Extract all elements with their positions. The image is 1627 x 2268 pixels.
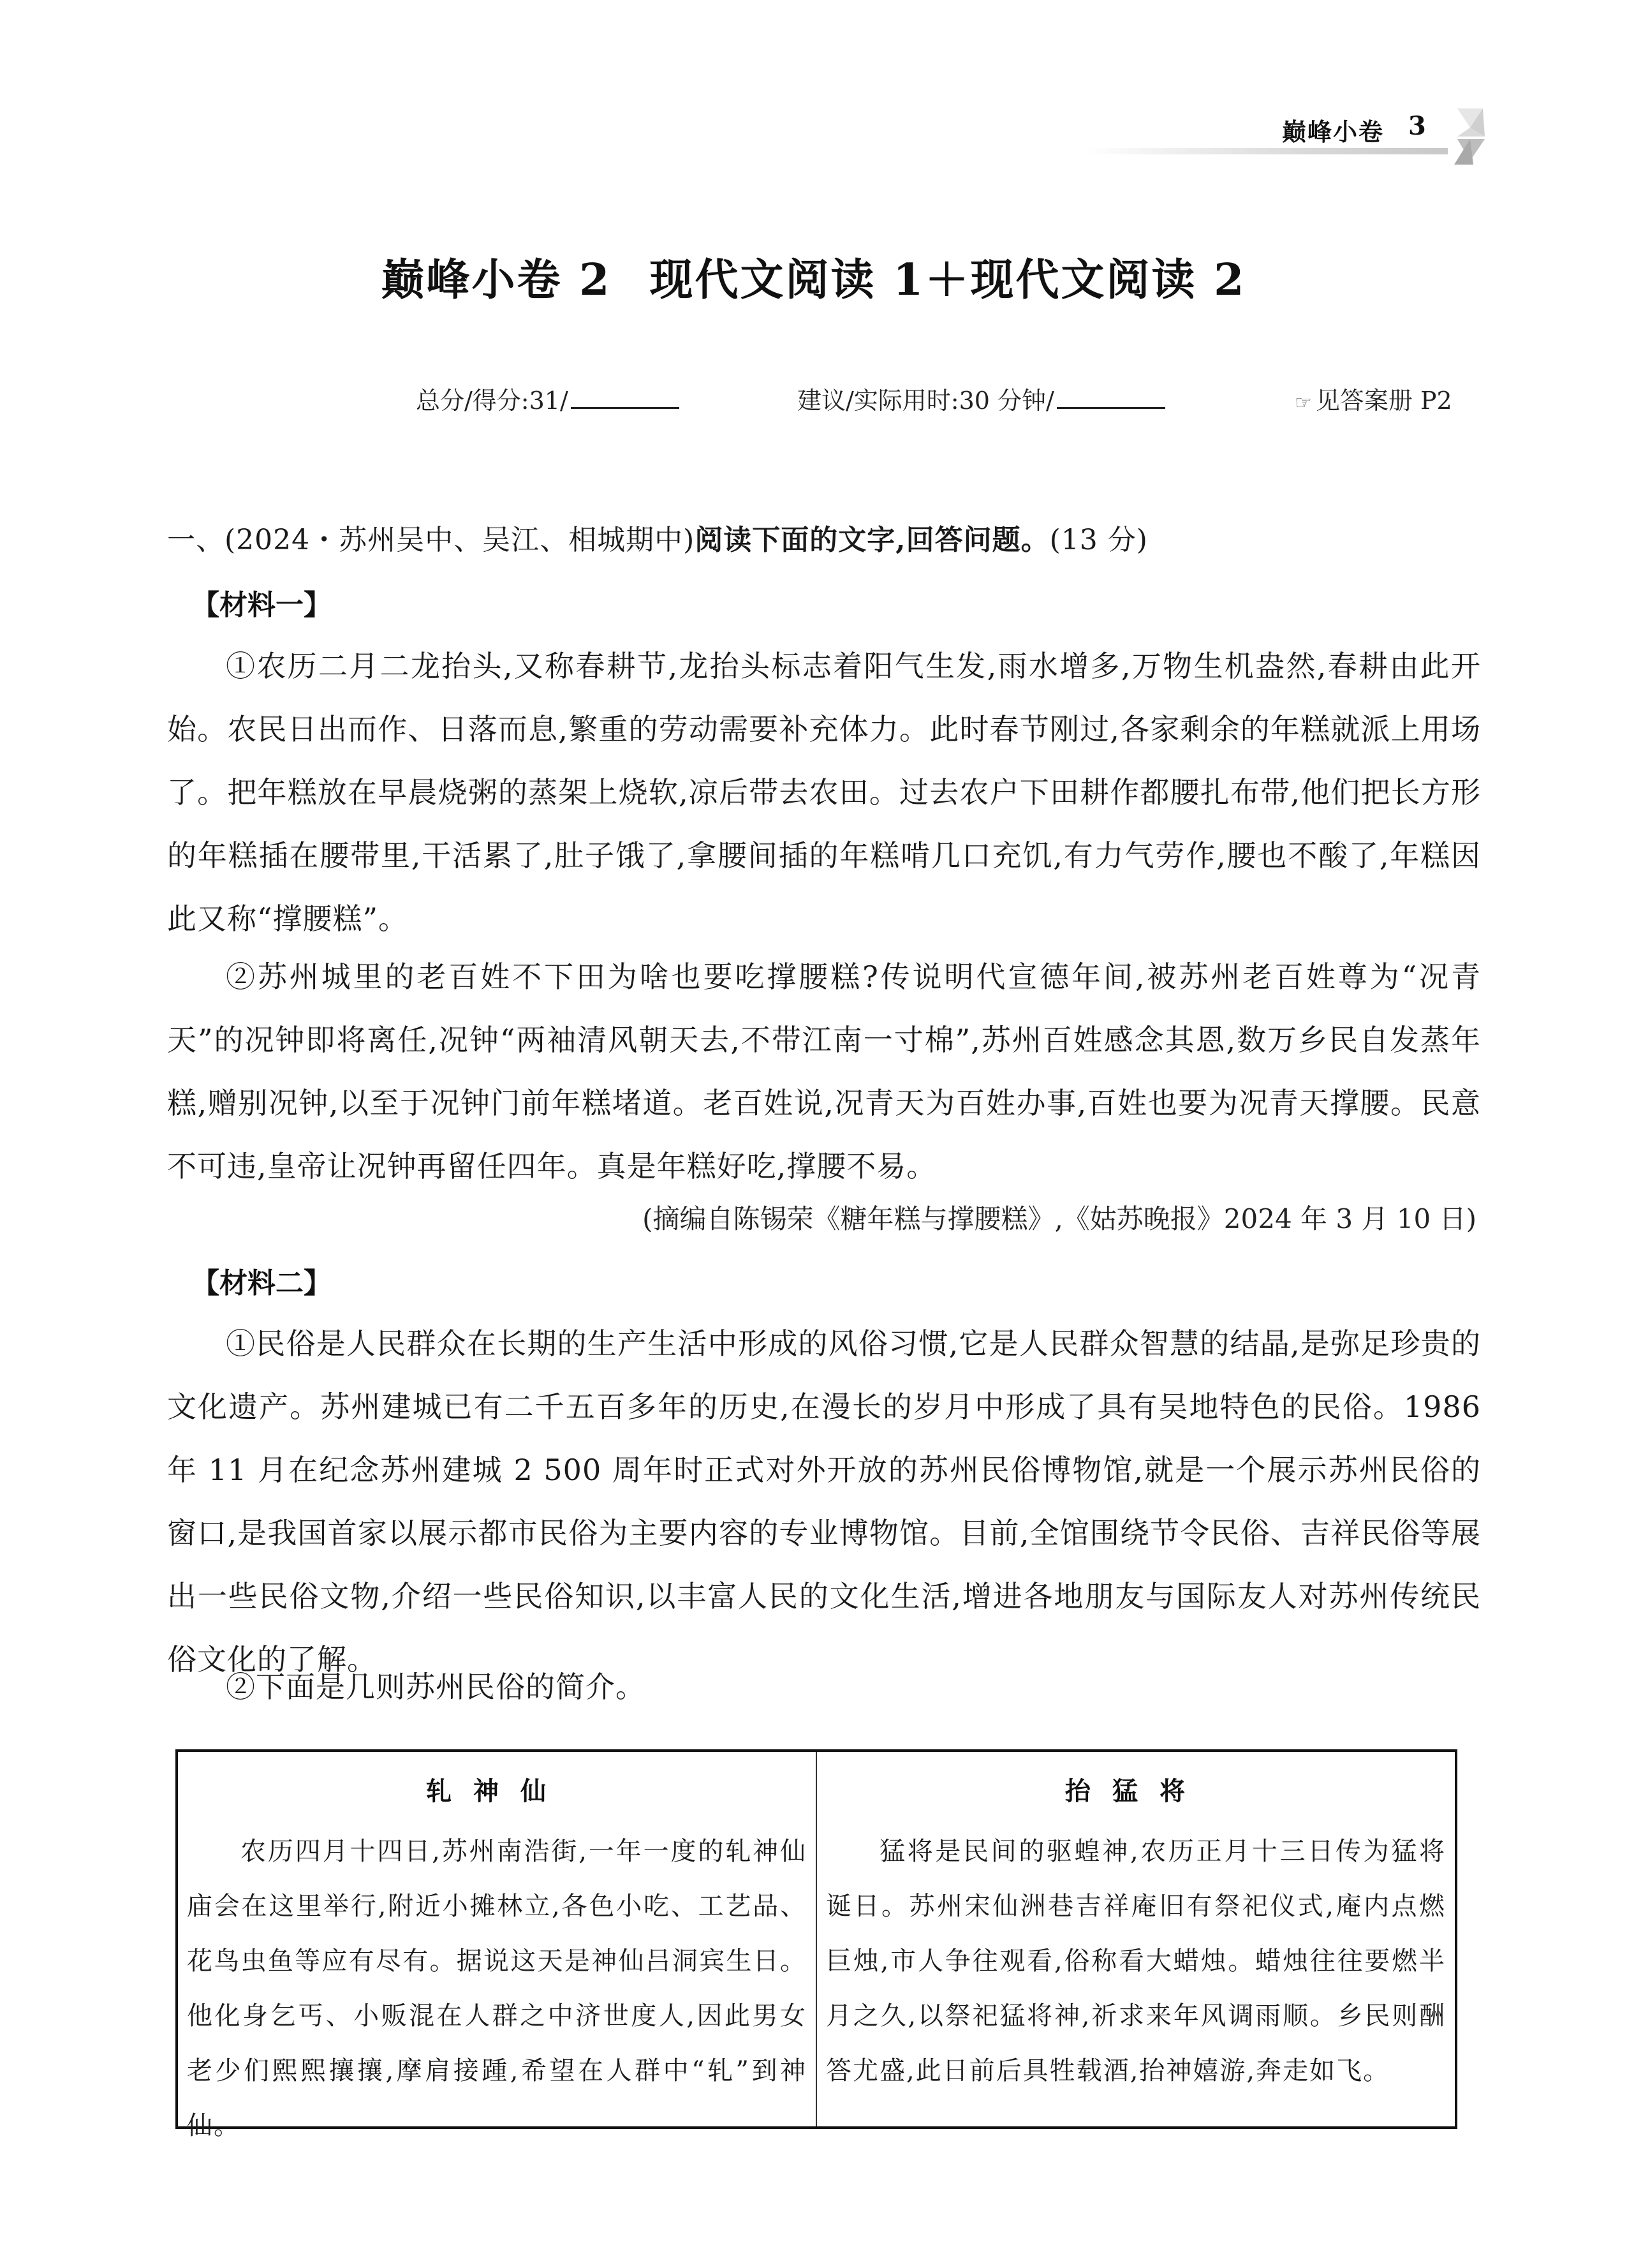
folk-custom-cell [816, 1752, 1455, 2126]
material-1-heading: 【材料一】 [191, 589, 332, 621]
score-blank[interactable] [571, 384, 679, 409]
answer-reference [1295, 381, 1452, 416]
page-title [0, 246, 1627, 308]
answer-reference-text: 见答案册 P2 [1315, 387, 1452, 415]
header-rule [1084, 148, 1448, 154]
material-1-paragraph-1: ①农历二月二龙抬头,又称春耕节,龙抬头标志着阳气生发,雨水增多,万物生机盎然,春耕由此开始。农民日出而作、日落而息,繁重的劳动需要补充体力。此时春节刚过,各家剩余的年糕就派上用场了。把年糕放在早晨烧粥的蒸架上烧软,凉后带去农田。过去农户下田耕作都腰扎布带,他们把长方形的年糕插在腰带里,干活累了,肚子饿了,拿腰间插的年糕啃几口充饥,有力气劳作,腰也不酸了,年糕因此又称“撑腰糕”。 [167, 649, 1481, 936]
folk-custom-text: 农历四月十四日,苏州南浩街,一年一度的轧神仙庙会在这里举行,附近小摊林立,各色小吃、工艺品、花鸟虫鱼等应有尽有。据说这天是神仙吕洞宾生日。他化身乞丐、小贩混在人群之中济世度人,因此男女老少们熙熙攘攘,摩肩接踵,希望在人群中“轧”到神仙。 [187, 1837, 807, 2140]
page-number: 3 [1408, 111, 1426, 141]
meta-line [0, 381, 1627, 419]
running-header [1084, 108, 1480, 166]
question-number: 一、 [167, 524, 225, 556]
pointing-hand-icon: ☞ [1295, 392, 1312, 414]
triangle-ornament-icon [1454, 108, 1486, 166]
title-part-1: 巅峰小卷 2 [381, 255, 612, 306]
folk-custom-title: 抬猛将 [1065, 1777, 1207, 1806]
series-label: 巅峰小卷 [1282, 118, 1385, 146]
title-part-2: 现代文阅读 1＋现代文阅读 2 [649, 255, 1246, 306]
folk-custom-title: 轧神仙 [426, 1777, 568, 1806]
question-points: (13 分) [1049, 524, 1148, 556]
material-1-source: (摘编自陈锡荣《糖年糕与撑腰糕》,《姑苏晚报》2024 年 3 月 10 日) [642, 1203, 1476, 1234]
material-2-paragraph-1: ①民俗是人民群众在长期的生产生活中形成的风俗习惯,它是人民群众智慧的结晶,是弥足珍贵的文化遗产。苏州建城已有二千五百多年的历史,在漫长的岁月中形成了具有吴地特色的民俗。1986 年 11 月在纪念苏州建城 2 500 周年时正式对外开放的苏州民俗博物馆,就是一个展示苏州民俗的窗口,是我国首家以展示都市民俗为主要内容的专业博物馆。目前,全馆围绕节令民俗、吉祥民俗等展出一些民俗文物,介绍一些民俗知识,以丰富人民的文化生活,增进各地朋友与国际友人对苏州传统民俗文化的了解。 [167, 1326, 1481, 1677]
material-1-paragraph-2: ②苏州城里的老百姓不下田为啥也要吃撑腰糕?传说明代宣德年间,被苏州老百姓尊为“况青天”的况钟即将离任,况钟“两袖清风朝天去,不带江南一寸棉”,苏州百姓感念其恩,数万乡民自发蒸年糕,赠别况钟,以至于况钟门前年糕堵道。老百姓说,况青天为百姓办事,百姓也要为况青天撑腰。民意不可违,皇帝让况钟再留任四年。真是年糕好吃,撑腰不易。 [167, 960, 1481, 1183]
time-blank[interactable] [1057, 384, 1165, 409]
score-field [416, 381, 679, 416]
score-label: 总分/得分:31/ [416, 387, 568, 415]
question-source: (2024・苏州吴中、吴江、相城期中) [225, 524, 695, 556]
folk-custom-table [175, 1749, 1457, 2140]
time-field [797, 381, 1165, 416]
folk-custom-text: 猛将是民间的驱蝗神,农历正月十三日传为猛将诞日。苏州宋仙洲巷吉祥庵旧有祭祀仪式,庵内点燃巨烛,市人争往观看,俗称看大蜡烛。蜡烛往往要燃半月之久,以祭祀猛将神,祈求来年风调雨顺。乡民则酬答尤盛,此日前后具牲载酒,抬神嬉游,奔走如飞。 [826, 1837, 1446, 2086]
material-2-heading: 【材料二】 [191, 1267, 332, 1300]
question-stem [167, 517, 1475, 558]
material-2-paragraph-2: ②下面是几则苏州民俗的简介。 [226, 1670, 645, 1704]
time-label: 建议/实际用时:30 分钟/ [797, 387, 1054, 415]
question-instruction: 阅读下面的文字,回答问题。 [695, 524, 1050, 556]
folk-custom-cell [178, 1752, 816, 2140]
